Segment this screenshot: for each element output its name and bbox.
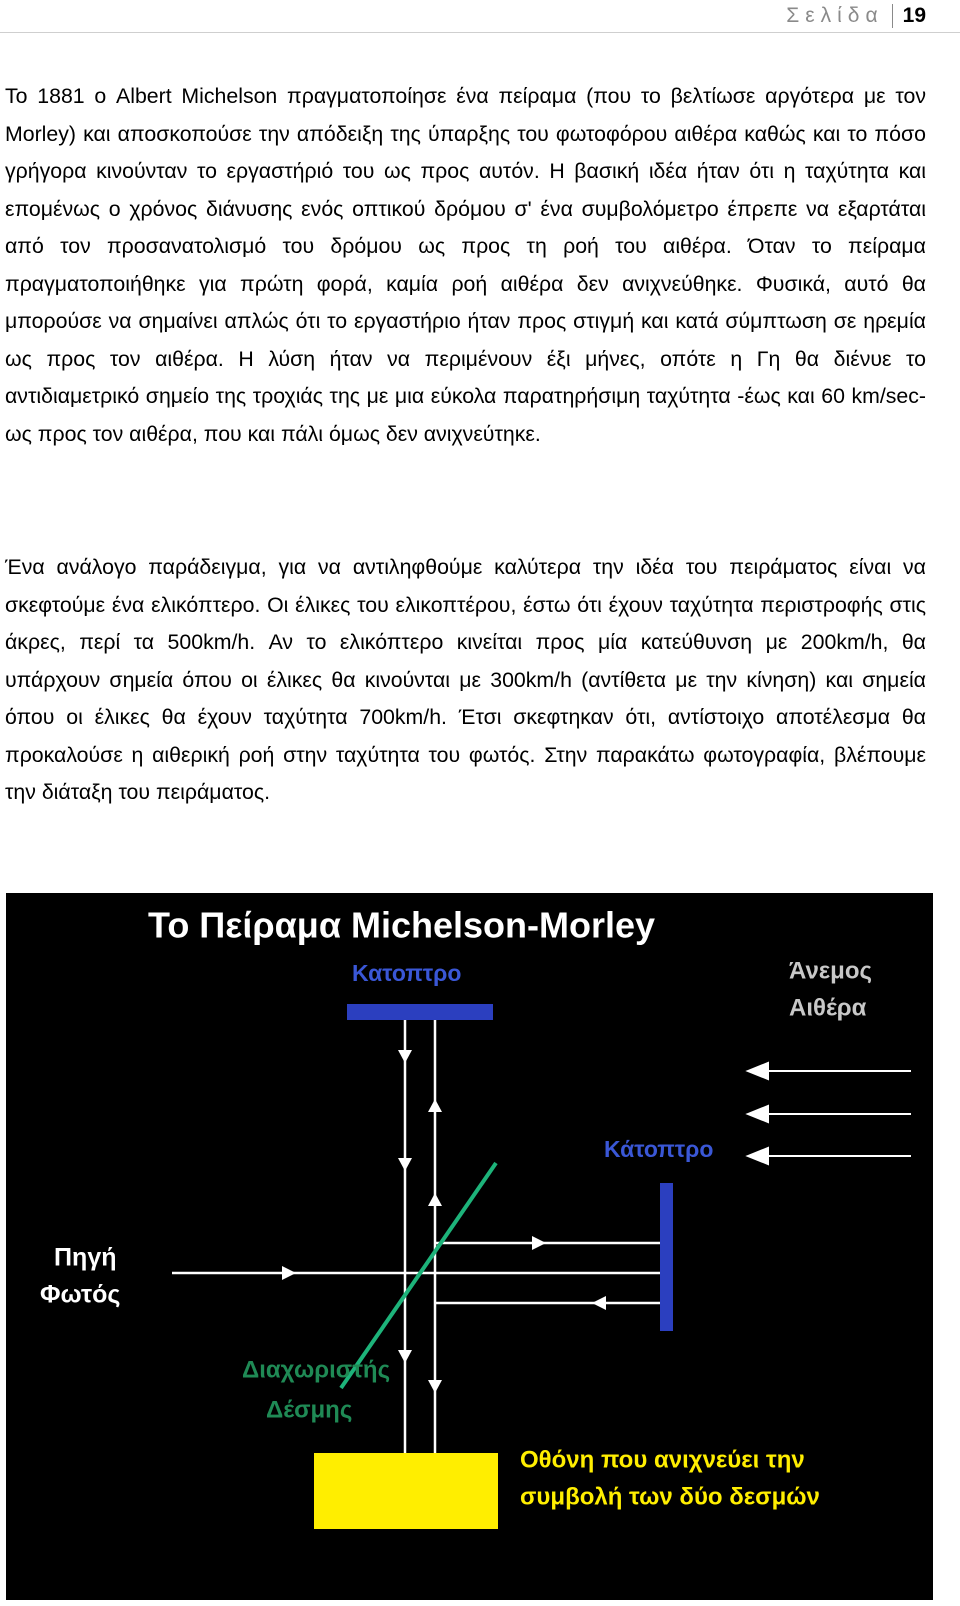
right-mirror bbox=[660, 1183, 673, 1331]
paragraph-michelson-intro: Το 1881 ο Albert Michelson πραγματοποίησε ένα πείραμα (που το βελτίωσε αργότερα με τον Morley) και αποσκοπούσε την απόδειξη της ύπαρξης του φωτοφόρου αιθέρα καθώς και το πόσο γρήγορα κινούνταν το εργαστήριό του ως προς αυτόν. Η βασική ιδέα ήταν ότι η ταχύτητα και επομένως ο χρόνος διάνυσης ενός οπτικού δρόμου σ' ένα συμβολόμετρο έπρεπε να εξαρτάται από τον προσανατολισμό του δρόμου ως προς τη ροή του αιθέρα. Όταν το πείραμα πραγματοποιήθηκε για πρώτη φορά, καμία ροή αιθέρα δεν ανιχνεύθηκε. Φυσικά, αυτό θα μπορούσε να σημαίνει απλώς ότι το εργαστήριο ήταν προς στιγμή και κατά σύμπτωση σε ηρεμία ως προς τον αιθέρα. Η λύση ήταν να περιμένουν έξι μήνες, οπότε η Γη θα διένυε το αντιδιαμετρικό σημείο της τροχιάς της με μια εύκολα παρατηρήσιμη ταχύτητα -έως και 60 km/sec- ως προς τον αιθέρα, που και πάλι όμως δεν ανιχνεύτηκε. bbox=[5, 84, 926, 446]
detector-screen bbox=[314, 1453, 498, 1529]
top-mirror-label: Κατοπτρο bbox=[352, 960, 462, 987]
header-rule bbox=[0, 32, 960, 33]
top-mirror bbox=[347, 1004, 493, 1020]
interferometer-diagram bbox=[6, 893, 933, 1600]
light-source-label-line1: Πηγή bbox=[54, 1243, 117, 1272]
header-separator bbox=[892, 4, 893, 28]
right-mirror-label: Κάτοπτρο bbox=[604, 1136, 714, 1163]
beam-splitter-label-line1: Διαχωριστής bbox=[242, 1356, 391, 1384]
light-source-label-line2: Φωτός bbox=[40, 1280, 121, 1309]
page-header bbox=[786, 0, 926, 32]
detector-label-line1: Οθόνη που ανιχνεύει την bbox=[520, 1446, 805, 1474]
ether-wind-label-line1: Άνεμος bbox=[789, 957, 873, 985]
ether-wind-label-line2: Αιθέρα bbox=[789, 994, 867, 1022]
page-number: 19 bbox=[902, 4, 926, 27]
michelson-morley-figure bbox=[6, 893, 933, 1600]
beam-splitter-label-line2: Δέσμης bbox=[266, 1396, 353, 1424]
section-word: Σελίδα bbox=[786, 4, 884, 27]
detector-label-line2: συμβολή των δύο δεσμών bbox=[520, 1483, 820, 1511]
figure-title: Το Πείραμα Michelson-Morley bbox=[148, 904, 656, 946]
paragraph-helicopter-analogy: Ένα ανάλογο παράδειγμα, για να αντιληφθούμε καλύτερα την ιδέα του πειράματος είναι να σκεφτούμε ένα ελικόπτερο. Οι έλικες του ελικοπτέρου, έστω ότι έχουν ταχύτητα περιστροφής στις άκρες, περί τα 500km/h. Αν το ελικόπτερο κινείται προς μία κατεύθυνση με 200km/h, θα υπάρχουν σημεία όπου οι έλικες θα κινούνται με 300km/h (αντίθετα με την κίνηση) και σημεία όπου οι έλικες θα έχουν ταχύτητα 700km/h. Έτσι σκεφτηκαν ότι, αντίστοιχο αποτέλεσμα θα προκαλούσε η αιθερική ροή στην ταχύτητα του φωτός. Στην παρακάτω φωτογραφία, βλέπουμε την διάταξη του πειράματος. bbox=[5, 555, 926, 804]
